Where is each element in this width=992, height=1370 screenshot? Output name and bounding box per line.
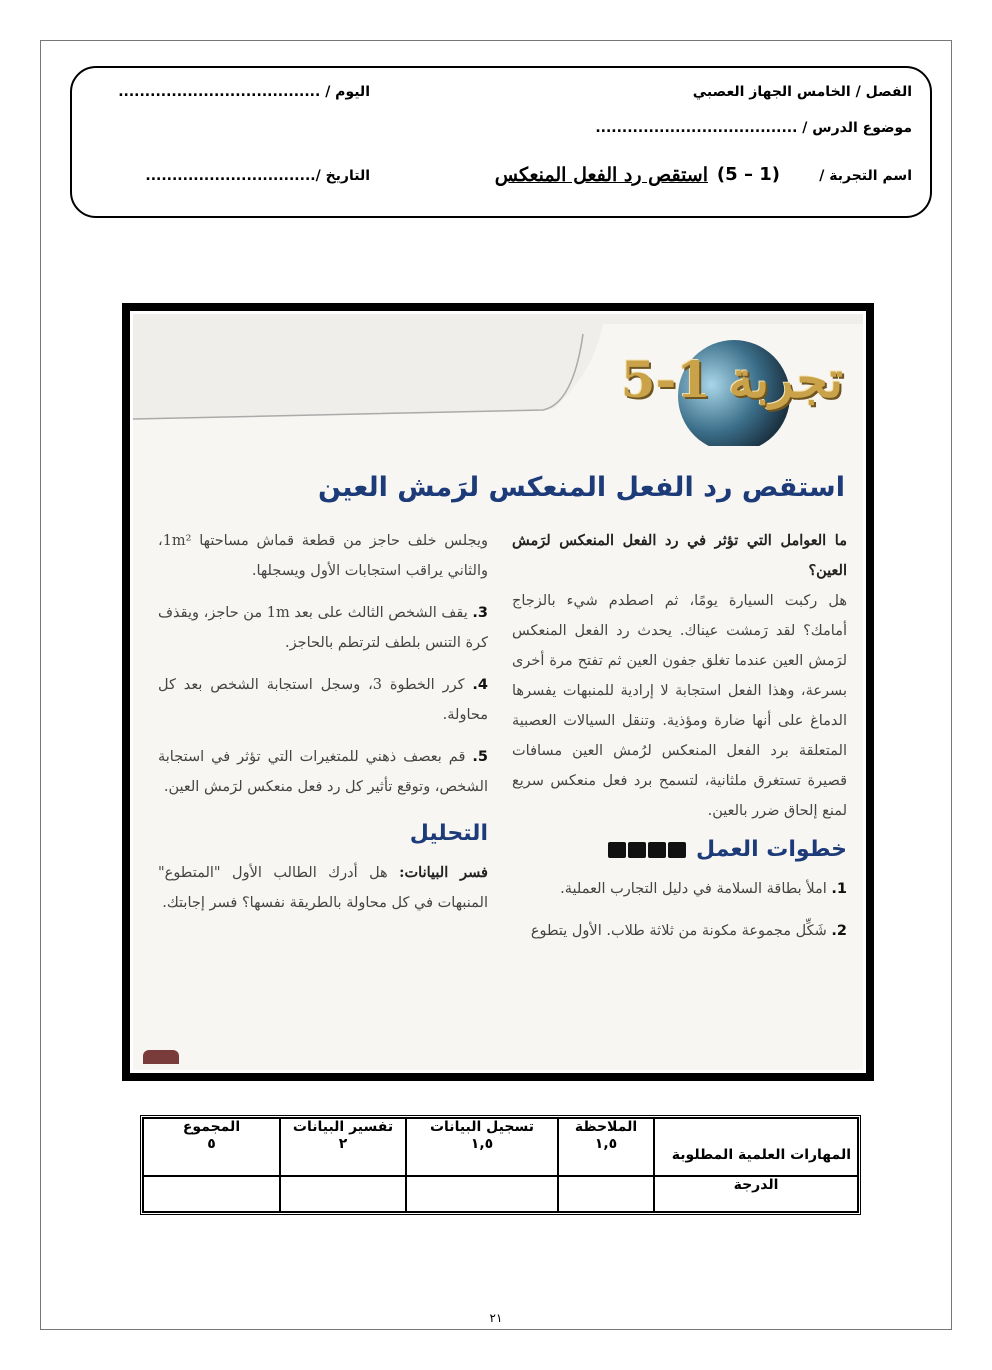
analysis-heading: التحليل <box>409 821 488 846</box>
grade-cell[interactable] <box>406 1176 558 1212</box>
col-observation: الملاحظة ١,٥ <box>558 1118 654 1176</box>
figure-title: استقص رد الفعل المنعكس لرَمش العين <box>317 472 845 503</box>
guiding-question: ما العوامل التي تؤثر في رد الفعل المنعكس لرَمش العين؟ <box>512 532 847 579</box>
textbook-page <box>130 311 866 1073</box>
day-field: اليوم / ...................................... <box>118 84 370 100</box>
date-field: التاريخ /................................ <box>145 168 370 184</box>
intro-paragraph: هل ركبت السيارة يومًا، ثم اصطدم شيء بالزجاج أمامك؟ لقد رَمشت عيناك. يحدث رد الفعل المنعكس لرَمش العين عندما تغلق جفون العين ثم تفتح مرة أخرى بسرعة، وهذا الفعل استجابة لا إرادية للمنبهات يفسرها الدماغ على أنها ضارة ومؤذية. وتنقل السيالات العصبية المتعلقة برد الفعل المنعكس لرُمش العين مسافات قصيرة تستغرق ملثانية، لتسمح برد فعل منعكس سريع لمنع إلحاق ضرر بالعين. <box>512 593 847 819</box>
step-1: 1. املأ بطاقة السلامة في دليل التجارب العملية. <box>560 881 847 897</box>
step-4: 4. كرر الخطوة 3، وسجل استجابة الشخص بعد كل محاولة. <box>158 677 488 723</box>
grade-cell[interactable] <box>280 1176 406 1212</box>
header-box <box>70 66 932 218</box>
lesson-topic-field: موضوع الدرس / ...................................... <box>595 120 912 136</box>
col-data-interpretation: تفسير البيانات ٢ <box>280 1118 406 1176</box>
page-corner-tab <box>143 1050 179 1064</box>
grade-label: الدرجة <box>654 1176 858 1212</box>
textbook-figure <box>122 303 874 1081</box>
experiment-title: استقص رد الفعل المنعكس <box>494 164 708 186</box>
page-number: ٢١ <box>489 1311 503 1325</box>
experiment-number: (1 – 5) <box>716 164 780 185</box>
grade-cell[interactable] <box>558 1176 654 1212</box>
left-column <box>158 526 488 918</box>
col-data-recording: تسجيل البيانات ١,٥ <box>406 1118 558 1176</box>
right-column <box>512 526 847 958</box>
chapter-label: الفصل / الخامس الجهاز العصبي <box>692 84 912 100</box>
step-2-continued: ويجلس خلف حاجز من قطعة قماش مساحتها 1m²، والثاني يراقب استجابات الأول ويسجلها. <box>158 533 488 579</box>
table-row <box>143 1118 858 1176</box>
step-2: 2. شَكِّل مجموعة مكونة من ثلاثة طلاب. الأول يتطوع <box>530 923 847 939</box>
skills-label: المهارات العلمية المطلوبة <box>654 1118 858 1176</box>
analysis-question: فسر البيانات: هل أدرك الطالب الأول "المتطوع" المنبهات في كل محاولة بالطريقة نفسها؟ فسر إجابتك. <box>158 864 488 911</box>
col-total: المجموع ٥ <box>143 1118 280 1176</box>
step-5: 5. قم بعصف ذهني للمتغيرات التي تؤثر في استجابة الشخص، وتوقع تأثير كل رد فعل منعكس لرَمش العين. <box>158 749 488 795</box>
safety-icons <box>608 842 686 858</box>
grade-cell[interactable] <box>143 1176 280 1212</box>
procedure-heading-text: خطوات العمل <box>696 837 847 862</box>
experiment-label: اسم التجربة / <box>819 168 912 184</box>
step-3: 3. يقف الشخص الثالث على بعد 1m من حاجز، ويقذف كرة التنس بلطف لترتطم بالحاجز. <box>158 605 488 651</box>
table-row <box>143 1176 858 1212</box>
experiment-badge-text: تجربة 1-5 <box>620 350 843 409</box>
skills-grade-table <box>140 1115 861 1215</box>
procedure-heading <box>512 830 847 870</box>
